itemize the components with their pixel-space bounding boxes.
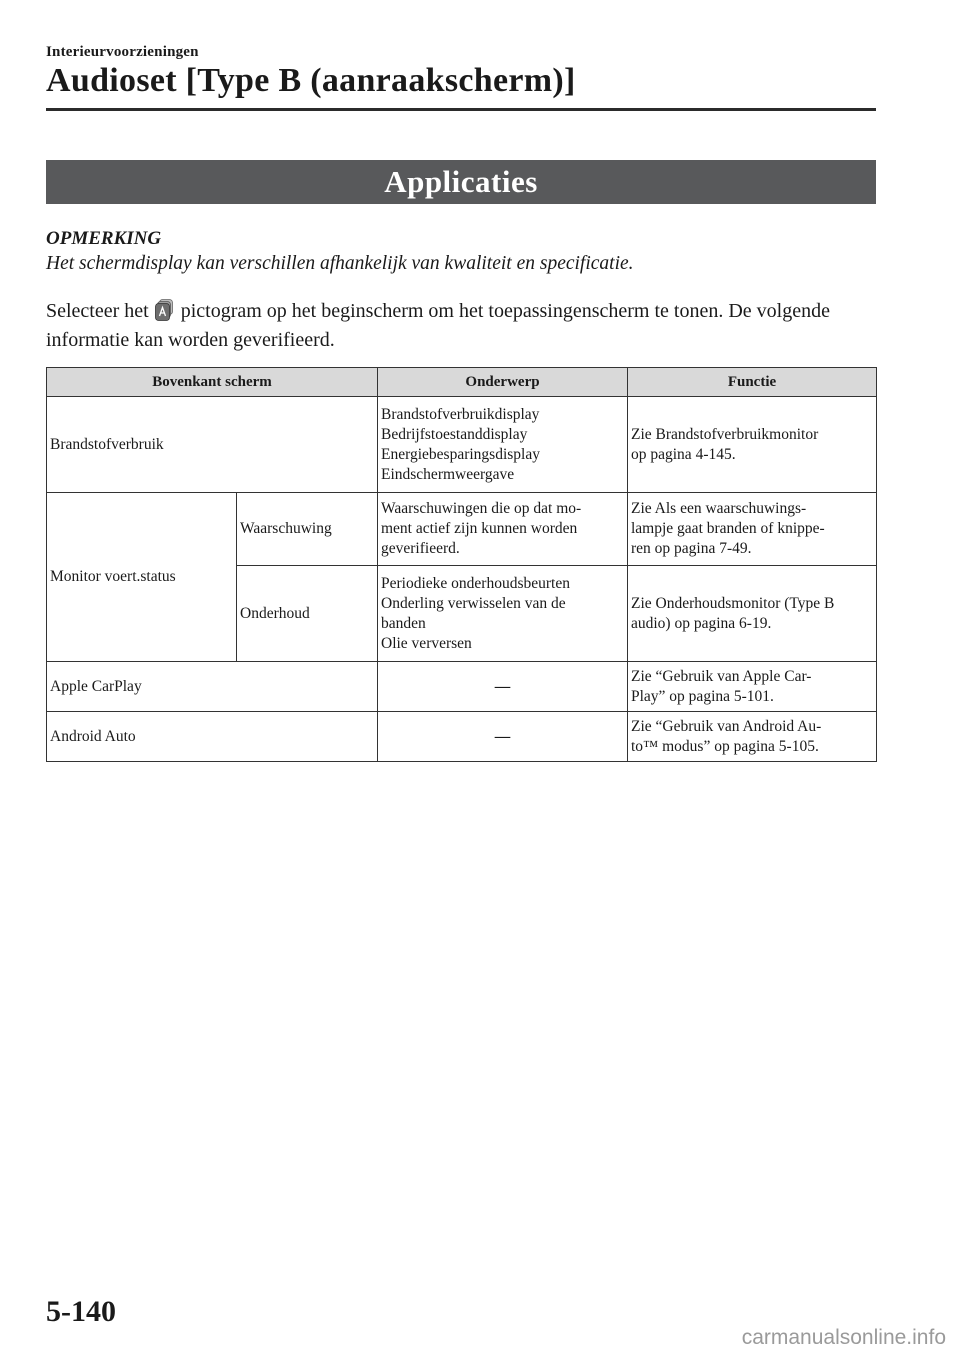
row-subject-cell: Waarschuwingen die op dat mo- ment actief zijn kunnen worden geverifieerd. (378, 493, 628, 566)
table-row (47, 712, 877, 762)
section-banner (46, 160, 876, 204)
banner-title: Applicaties (384, 164, 538, 199)
intro-before-icon: Selecteer het (46, 300, 149, 322)
column-header-subject: Onderwerp (378, 368, 628, 397)
header-rule (46, 108, 876, 111)
row-function-cell: Zie Als een waarschuwings- lampje gaat branden of knippe- ren op pagina 7-49. (628, 493, 877, 566)
intro-paragraph (46, 297, 876, 355)
apps-icon (155, 299, 175, 321)
row-subject-cell: Brandstofverbruikdisplay Bedrijfstoestanddisplay Energiebesparingsdisplay Eindschermweergave (378, 397, 628, 493)
row-sub-cell: Waarschuwing (237, 493, 378, 566)
applications-table (46, 367, 877, 762)
row-subject-cell: — (378, 662, 628, 712)
row-function-cell: Zie Onderhoudsmonitor (Type B audio) op pagina 6-19. (628, 566, 877, 662)
row-top-cell: Apple CarPlay (47, 662, 378, 712)
intro-after-icon: pictogram op het beginscherm om het toepassingenscherm te tonen. De volgende informatie kan worden geverifieerd. (46, 300, 830, 351)
watermark: carmanualsonline.info (741, 1326, 946, 1349)
row-function-cell: Zie “Gebruik van Android Au- to™ modus” op pagina 5-105. (628, 712, 877, 762)
row-top-cell: Brandstofverbruik (47, 397, 378, 493)
table-header-row (47, 368, 877, 397)
column-header-function: Functie (628, 368, 877, 397)
table-row (47, 397, 877, 493)
row-sub-cell: Onderhoud (237, 566, 378, 662)
page-number: 5-140 (46, 1295, 116, 1328)
note-heading: OPMERKING (46, 228, 162, 249)
section-label: Interieurvoorzieningen (46, 44, 199, 60)
row-top-cell: Monitor voert.status (47, 493, 237, 662)
row-subject-cell: Periodieke onderhoudsbeurten Onderling verwisselen van de banden Olie verversen (378, 566, 628, 662)
table-row (47, 493, 877, 566)
column-header-top: Bovenkant scherm (47, 368, 378, 397)
note-text: Het schermdisplay kan verschillen afhankelijk van kwaliteit en specificatie. (46, 253, 634, 274)
row-top-cell: Android Auto (47, 712, 378, 762)
row-subject-cell: — (378, 712, 628, 762)
row-function-cell: Zie “Gebruik van Apple Car- Play” op pagina 5-101. (628, 662, 877, 712)
table-row (47, 662, 877, 712)
row-function-cell: Zie Brandstofverbruikmonitor op pagina 4-145. (628, 397, 877, 493)
chapter-title: Audioset [Type B (aanraakscherm)] (46, 62, 576, 99)
